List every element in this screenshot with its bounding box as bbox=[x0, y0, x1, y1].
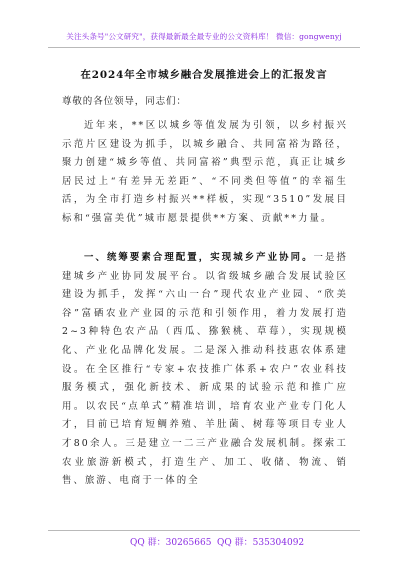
footer-qq-group-1: QQ 群：30265665 bbox=[130, 538, 212, 548]
header-banner: 关注头条号"公文研究"，获得最新最全最专业的公文资料库！ 微信：gongwenyj bbox=[66, 32, 342, 41]
paragraph-intro: 近年来，**区以城乡等值发展为引领，以乡村振兴示范片区建设为抓手，以城乡融合、共同富裕为路径，聚力创建“城乡等值、共同富裕”典型示范，真正让城乡居民过上“有差异无差距”、“不同类但等值”的幸福生活，为全市打造乡村振兴**样板，实现“3510”发展目标和“强富美优”城市愿景提供**方案、贡献**力量。 bbox=[62, 120, 348, 224]
salutation: 尊敬的各位领导，同志们： bbox=[62, 96, 187, 107]
section-heading: 一、统筹要素合理配置，实现城乡产业协同。 bbox=[84, 252, 314, 263]
footer-qq-group-2: QQ 群：535304092 bbox=[217, 538, 305, 548]
section-body: 一是搭建城乡产业协同发展平台。以省级城乡融合发展试验区建设为抓手，发挥“六山一台”现代农业产业园、“欣美谷”富硒农业产业园的示范和引领作用，着力发展打造2~3种特色农产品（西瓜、猕猴桃、草莓），实现规模化、产业化品牌化发展。二是深入推动科技惠农体系建设。在全区推行“专家+农技推广体系+农户”农业科技服务模式，强化新技术、新成果的试验示范和推广应用。以农民“点单式”精准培训，培育农业产业专门化人才，目前已培育短鲷养殖、羊肚菌、树莓等项目专业人才80余人。三是建立一二三产业融合发展机制。探索工农业旅游新模式，打造生产、加工、收储、物流、销售、旅游、电商于一体的全 bbox=[62, 252, 348, 487]
document-title: 在2024年全市城乡融合发展推进会上的汇报发言 bbox=[80, 69, 328, 81]
paragraph-section-1 bbox=[62, 249, 348, 491]
header-divider bbox=[48, 47, 360, 48]
footer-divider bbox=[48, 530, 360, 531]
